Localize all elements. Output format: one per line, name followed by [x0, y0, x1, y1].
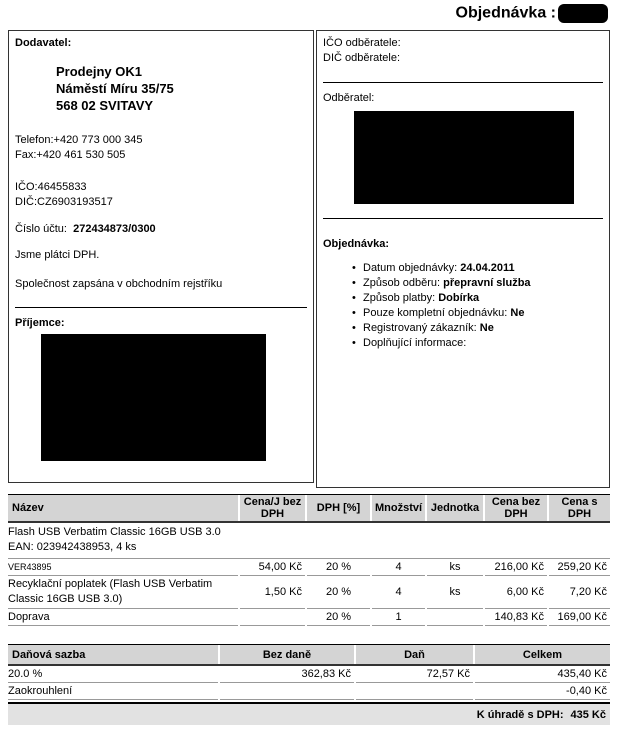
supplier-divider — [15, 307, 307, 308]
redacted-customer-block — [354, 111, 574, 204]
supplier-contacts — [15, 133, 307, 163]
col-header-vat: DPH [%] — [307, 495, 370, 521]
customer-heading: Odběratel: — [323, 92, 375, 104]
account-label: Číslo účtu: — [15, 223, 67, 235]
supplier-address-block — [56, 63, 307, 114]
title-row — [8, 4, 610, 30]
table-row-product-name — [8, 523, 610, 559]
tax-row-rounding: Zaokrouhlení -0,40 Kč — [8, 683, 610, 700]
table-row-shipping: Doprava 20 % 1 140,83 Kč 169,00 Kč — [8, 609, 610, 626]
col-header-unit-price: Cena/J bez DPH — [240, 495, 305, 521]
items-table-header — [8, 494, 610, 523]
tax-col-base: Bez daně — [220, 645, 354, 664]
customer-divider-1 — [323, 82, 603, 83]
customer-ico-label: IČO odběratele: — [323, 37, 401, 49]
order-info-list — [363, 261, 603, 351]
product-ean: EAN: 023942438953, 4 ks — [8, 541, 137, 553]
supplier-registry-note: Společnost zapsána v obchodním rejstříku — [15, 278, 223, 290]
product-sku: VER43895 — [8, 559, 238, 576]
col-header-name: Název — [8, 495, 238, 521]
grand-total-bar — [8, 702, 610, 725]
customer-divider-2 — [323, 218, 603, 219]
order-item-registered: • Registrovaný zákazník: Ne — [363, 321, 603, 336]
tax-col-total: Celkem — [475, 645, 610, 664]
order-item-payment: • Způsob platby: Dobírka — [363, 291, 603, 306]
supplier-phone: Telefon:+420 773 000 345 — [15, 134, 143, 146]
supplier-account — [15, 223, 307, 235]
items-table — [8, 494, 610, 626]
supplier-name: Prodejny OK1 — [56, 64, 142, 79]
table-row-product-values: VER43895 54,00 Kč 20 % 4 ks 216,00 Kč 259,20 Kč — [8, 559, 610, 576]
redacted-order-number — [558, 4, 608, 23]
tax-row-rate: 20.0 % 362,83 Kč 72,57 Kč 435,40 Kč — [8, 666, 610, 683]
tax-col-rate: Daňová sazba — [8, 645, 218, 664]
col-header-price-excl: Cena bez DPH — [485, 495, 547, 521]
customer-dic-label: DIČ odběratele: — [323, 52, 401, 64]
supplier-street: Náměstí Míru 35/75 — [56, 81, 174, 96]
order-item-delivery: • Způsob odběru: přepravní služba — [363, 276, 603, 291]
grand-total-value: 435 Kč — [570, 708, 606, 721]
col-header-price-incl: Cena s DPH — [549, 495, 610, 521]
supplier-vat-note: Jsme plátci DPH. — [15, 249, 100, 261]
redacted-recipient-block — [41, 334, 266, 461]
order-item-extra-info: • Doplňující informace: — [363, 336, 603, 351]
product-name: Flash USB Verbatim Classic 16GB USB 3.0 — [8, 526, 221, 538]
tax-summary-table — [8, 644, 610, 725]
shipping-name: Doprava — [8, 609, 238, 626]
col-header-qty: Množství — [372, 495, 425, 521]
supplier-ico: IČO:46455833 — [15, 181, 87, 193]
page-title: Objednávka : — [455, 4, 556, 22]
recycling-fee-name: Recyklační poplatek (Flash USB Verbatim Classic 16GB USB 3.0) — [8, 576, 238, 609]
supplier-ids — [15, 180, 307, 210]
order-item-complete-only: • Pouze kompletní objednávku: Ne — [363, 306, 603, 321]
customer-ids — [323, 36, 603, 66]
supplier-heading: Dodavatel: — [15, 37, 72, 49]
table-row-recycling-fee: Recyklační poplatek (Flash USB Verbatim Classic 16GB USB 3.0) 1,50 Kč 20 % 4 ks 6,00 Kč 7,20 Kč — [8, 576, 610, 609]
recipient-heading: Příjemce: — [15, 317, 65, 329]
supplier-city: 568 02 SVITAVY — [56, 98, 154, 113]
account-number: 272434873/0300 — [73, 223, 156, 235]
supplier-fax: Fax:+420 461 530 505 — [15, 149, 126, 161]
supplier-dic: DIČ:CZ6903193517 — [15, 196, 113, 208]
col-header-unit: Jednotka — [427, 495, 483, 521]
customer-box — [316, 30, 610, 488]
tax-table-header — [8, 644, 610, 666]
grand-total-label: K úhradě s DPH: — [476, 708, 564, 721]
order-item-date: • Datum objednávky: 24.04.2011 — [363, 261, 603, 276]
tax-col-tax: Daň — [356, 645, 473, 664]
order-info-heading: Objednávka: — [323, 238, 390, 250]
supplier-box — [8, 30, 314, 483]
info-boxes — [8, 30, 610, 488]
